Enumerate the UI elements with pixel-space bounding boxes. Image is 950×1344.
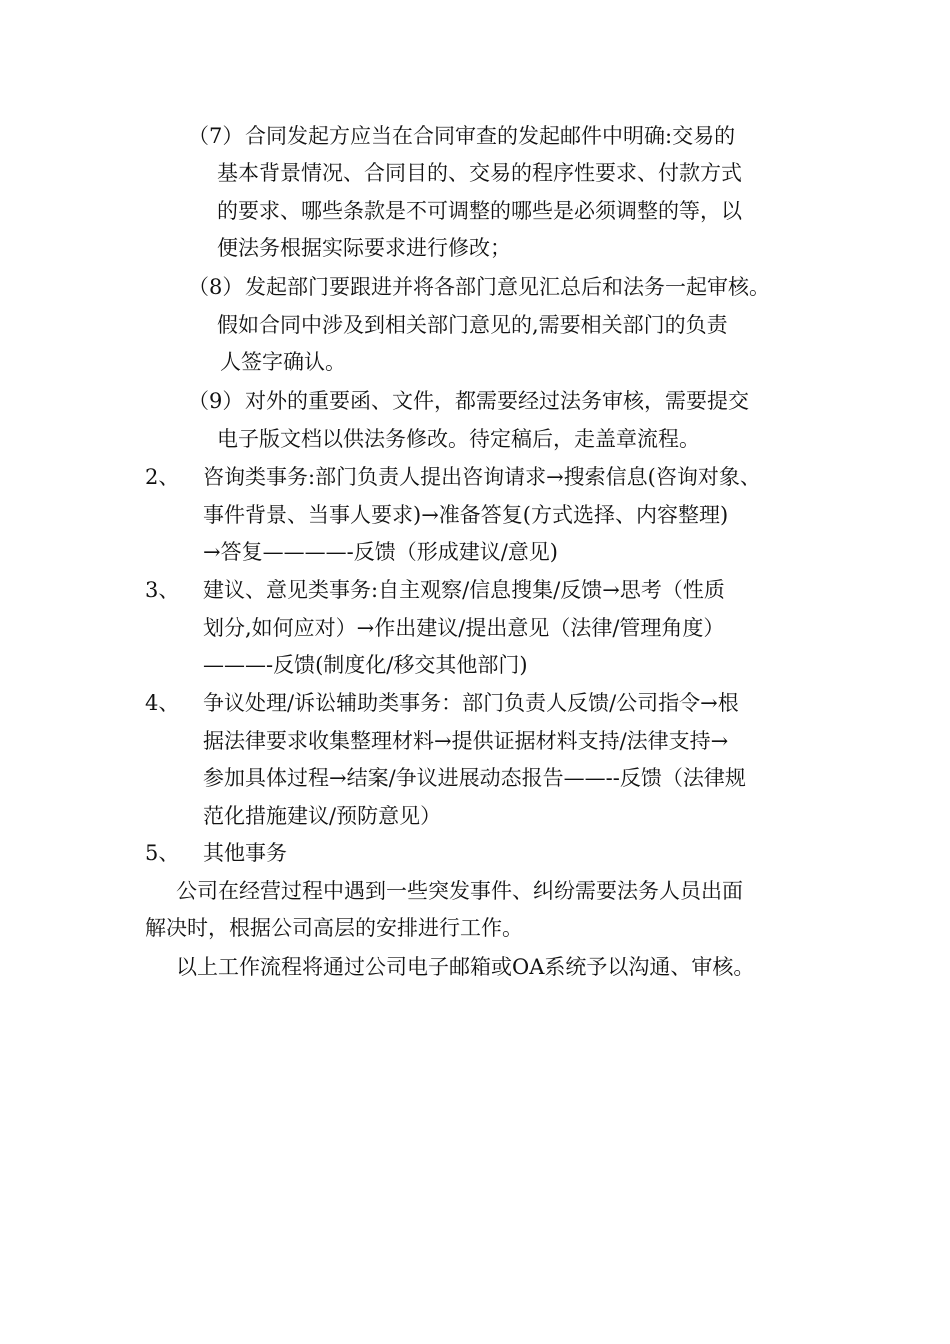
- item-number: 4、: [145, 691, 180, 715]
- text-line: ———-反馈(制度化/移交其他部门): [203, 653, 528, 677]
- text-line: 公司在经营过程中遇到一些突发事件、纠纷需要法务人员出面: [176, 879, 743, 903]
- text-line: 的要求、哪些条款是不可调整的哪些是必须调整的等，以: [217, 199, 742, 223]
- item-number: 2、: [145, 465, 180, 489]
- text-line: 假如合同中涉及到相关部门意见的,需要相关部门的负责: [217, 313, 728, 337]
- text-line: 便法务根据实际要求进行修改；: [217, 236, 511, 260]
- text-line: 划分,如何应对）→作出建议/提出意见（法律/管理角度）: [203, 616, 725, 640]
- text-line: 人签字确认。: [220, 350, 346, 374]
- text-line: 争议处理/诉讼辅助类事务：部门负责人反馈/公司指令→根: [203, 691, 739, 715]
- text-line: →答复————-反馈（形成建议/意见): [203, 540, 558, 564]
- text-line: 电子版文档以供法务修改。待定稿后，走盖章流程。: [217, 427, 700, 451]
- item-number: 3、: [145, 578, 180, 602]
- text-line: 参加具体过程→结案/争议进展动态报告——--反馈（法律规: [203, 766, 746, 790]
- text-line: 合同发起方应当在合同审查的发起邮件中明确:交易的: [245, 124, 736, 148]
- text-line: 发起部门要跟进并将各部门意见汇总后和法务一起审核。: [245, 275, 770, 299]
- text-line: 基本背景情况、合同目的、交易的程序性要求、付款方式: [217, 161, 742, 185]
- text-line: 事件背景、当事人要求)→准备答复(方式选择、内容整理): [203, 503, 729, 527]
- sub-item-marker: （7）: [188, 124, 244, 148]
- text-line: 据法律要求收集整理材料→提供证据材料支持/法律支持→: [203, 729, 729, 753]
- text-line: 以上工作流程将通过公司电子邮箱或OA系统予以沟通、审核。: [176, 955, 755, 979]
- text-line: 建议、意见类事务:自主观察/信息搜集/反馈→思考（性质: [203, 578, 725, 602]
- text-line: 范化措施建议/预防意见）: [203, 804, 442, 828]
- text-line: 解决时，根据公司高层的安排进行工作。: [145, 916, 523, 940]
- sub-item-marker: （8）: [188, 275, 244, 299]
- text-line: 对外的重要函、文件，都需要经过法务审核，需要提交: [245, 389, 749, 413]
- item-number: 5、: [145, 841, 180, 865]
- sub-item-marker: （9）: [188, 389, 244, 413]
- text-line: 咨询类事务:部门负责人提出咨询请求→搜索信息(咨询对象、: [203, 465, 761, 489]
- text-line: 其他事务: [203, 841, 287, 865]
